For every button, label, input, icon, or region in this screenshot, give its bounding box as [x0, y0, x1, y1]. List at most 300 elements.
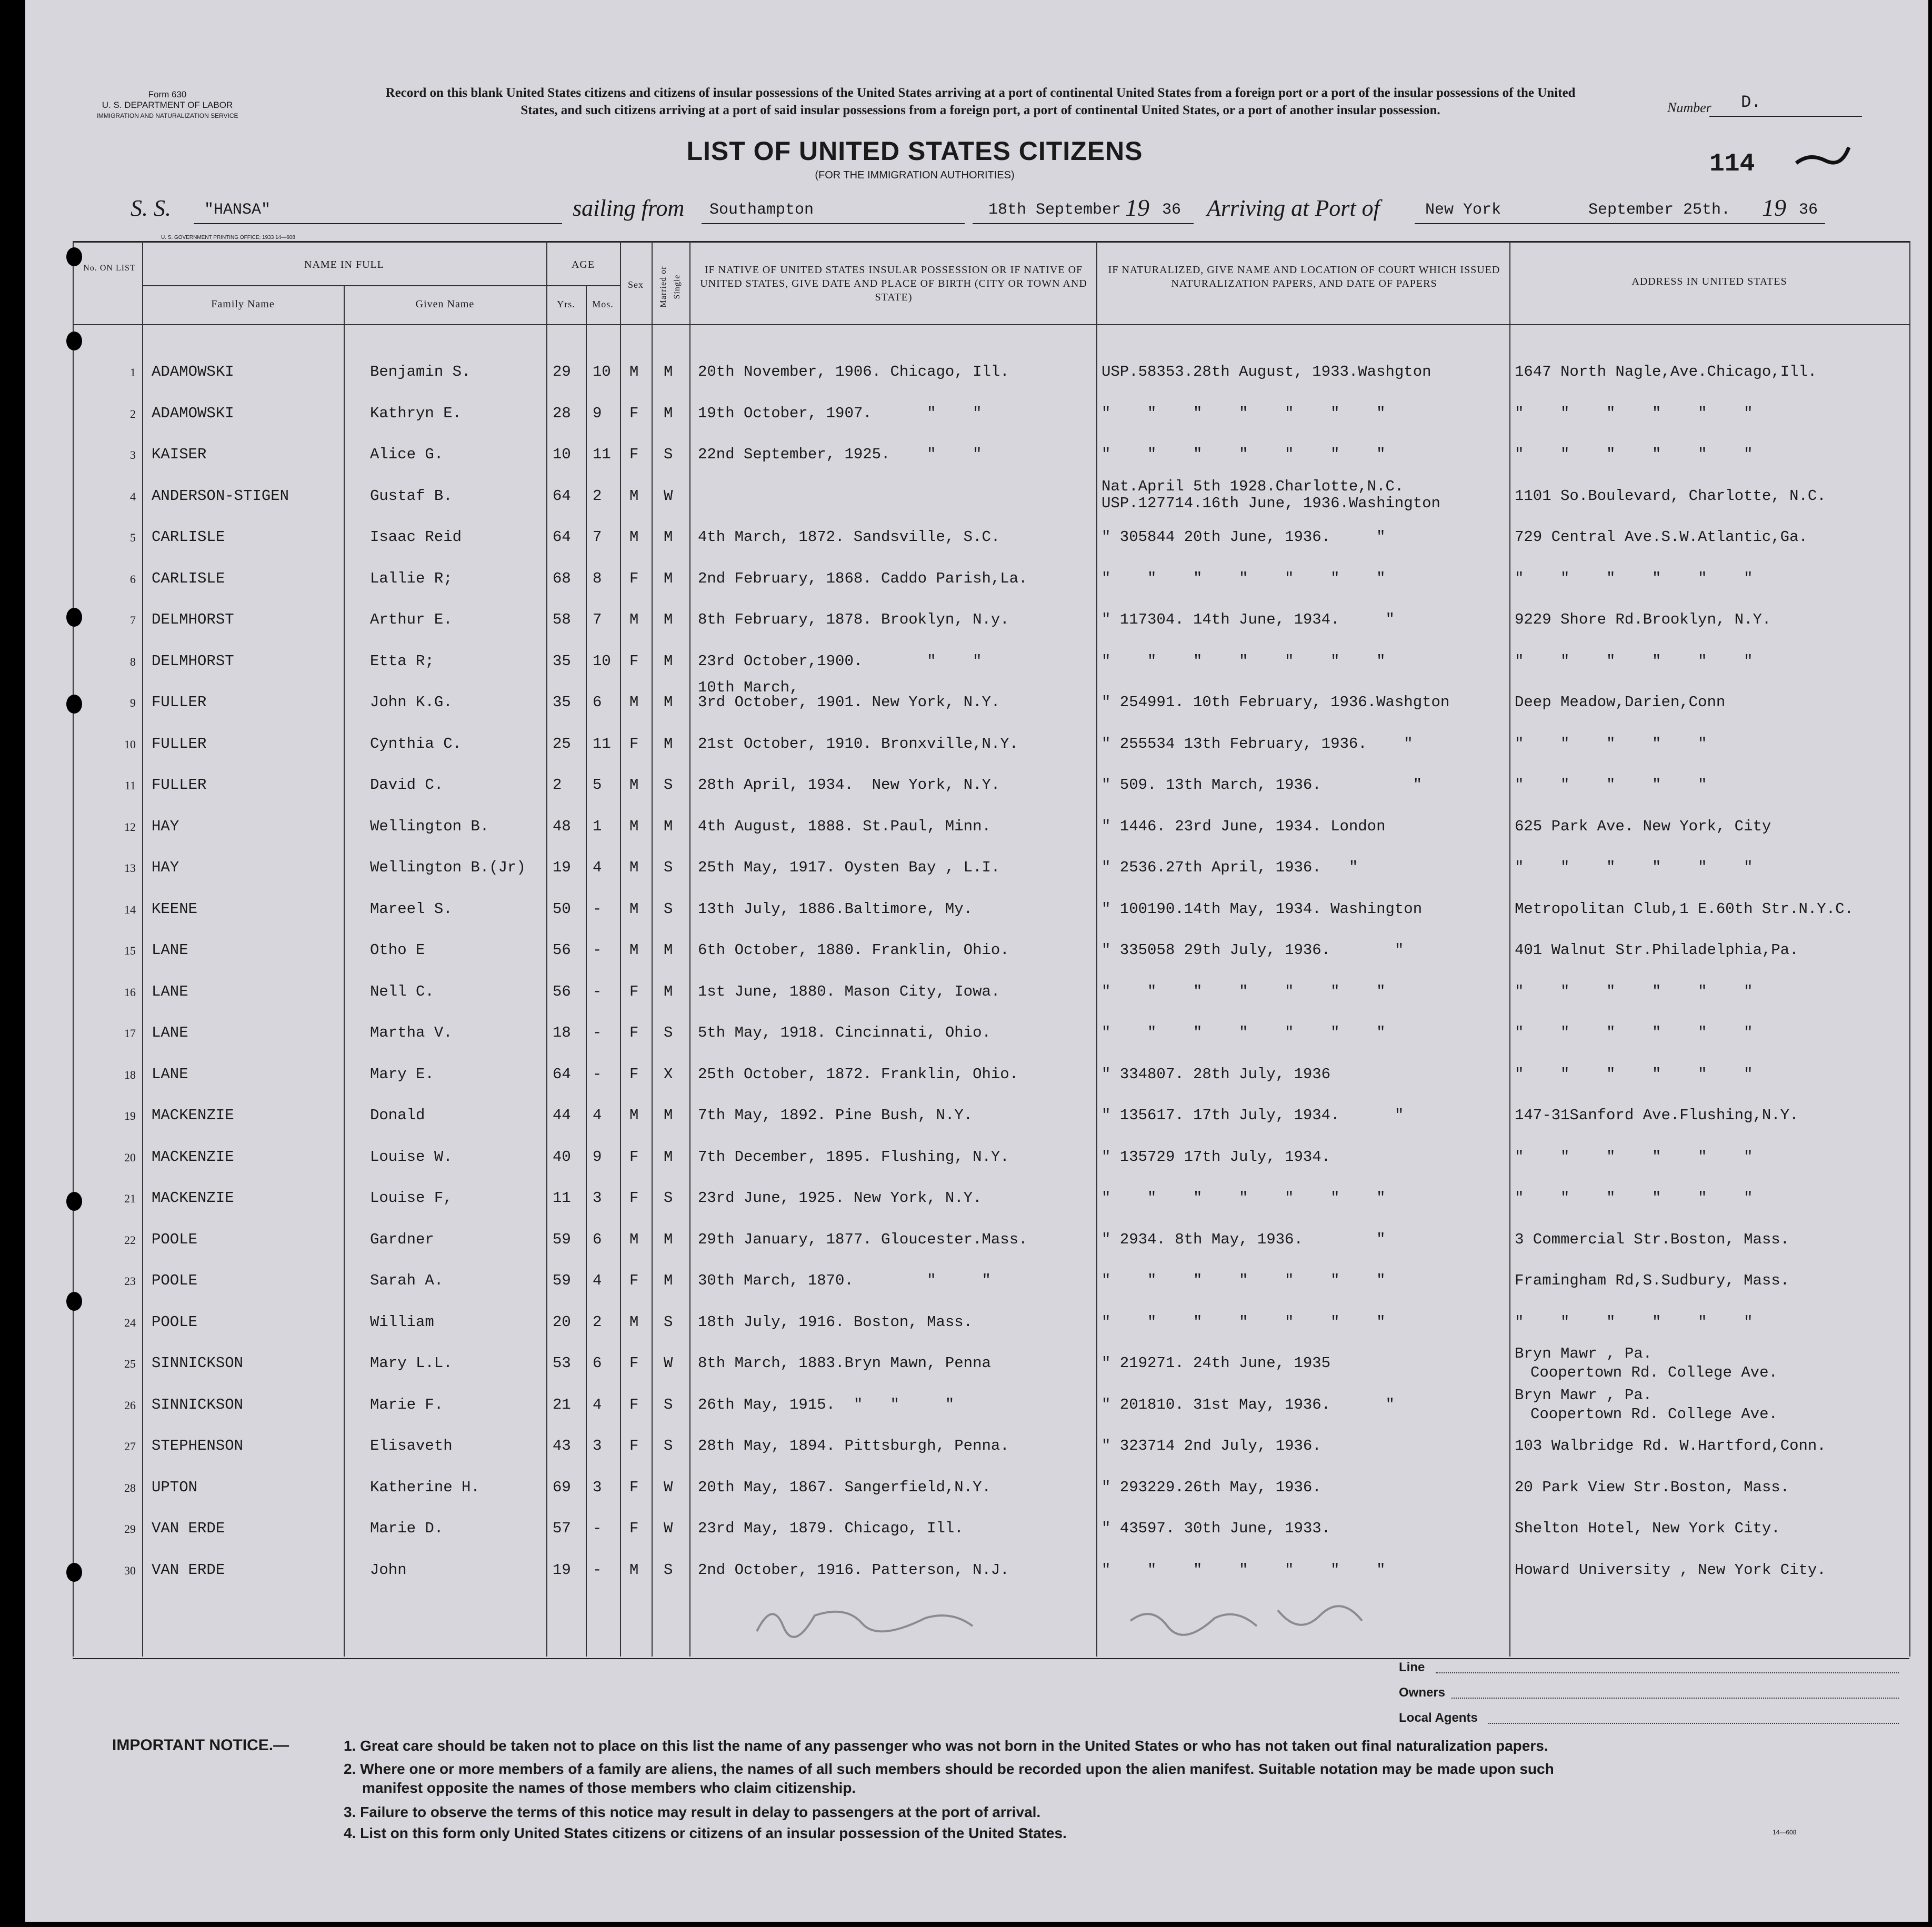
given-name: Lallie R;	[370, 569, 453, 587]
row-number: 19	[124, 1109, 136, 1122]
age-months: 6	[593, 1354, 602, 1372]
given-name: Sarah A.	[370, 1272, 444, 1289]
family-name: SINNICKSON	[152, 1396, 244, 1413]
given-name: Gustaf B.	[370, 487, 453, 505]
marital-status: S	[664, 1313, 673, 1331]
family-name: UPTON	[152, 1478, 198, 1496]
naturalization-info: " 43597. 30th June, 1933.	[1102, 1520, 1331, 1537]
naturalization-info: Nat.April 5th 1928.Charlotte,N.C.	[1102, 477, 1404, 495]
marital-status: S	[664, 1437, 673, 1454]
sex: M	[629, 900, 639, 918]
given-name: Mary E.	[370, 1065, 434, 1083]
us-address: " " " " " "	[1515, 446, 1753, 463]
family-name: ADAMOWSKI	[152, 404, 234, 422]
birth-info: 1st June, 1880. Mason City, Iowa.	[698, 982, 1000, 1000]
age-months: 6	[593, 694, 602, 711]
birth-info: 23rd October,1900. " "	[698, 652, 982, 670]
punch-hole	[66, 332, 82, 350]
family-name: LANE	[152, 982, 188, 1000]
print-note: U. S. GOVERNMENT PRINTING OFFICE: 1933 14—608	[161, 235, 295, 240]
birth-info: 22nd September, 1925. " "	[698, 446, 982, 463]
given-name: Marie F.	[370, 1396, 444, 1413]
col-header-age: AGE	[571, 259, 595, 270]
owners-label: Owners	[1399, 1685, 1446, 1700]
sex: M	[629, 363, 639, 380]
age-years: 10	[553, 446, 571, 463]
age-months: 7	[593, 528, 602, 546]
given-name: Donald	[370, 1107, 425, 1124]
age-months: -	[593, 941, 602, 959]
us-address: " " " " " "	[1515, 859, 1753, 876]
arrive-date: September 25th.	[1588, 201, 1731, 219]
marital-status: X	[664, 1065, 673, 1083]
age-months: -	[593, 982, 602, 1000]
sex: F	[629, 1354, 639, 1372]
given-name: Elisaveth	[370, 1437, 453, 1454]
sex: M	[629, 1107, 639, 1124]
naturalization-info: " " " " " " "	[1102, 1189, 1386, 1207]
birth-info: 28th April, 1934. New York, N.Y.	[698, 776, 1000, 794]
family-name: HAY	[152, 817, 179, 835]
form-department: U. S. DEPARTMENT OF LABOR	[102, 100, 233, 110]
sailing-label: sailing from	[573, 195, 685, 221]
family-name: SINNICKSON	[152, 1354, 244, 1372]
col-sep-native	[1096, 241, 1097, 1657]
birth-info: 26th May, 1915. " " "	[698, 1396, 955, 1413]
notice-item-2: 2. Where one or more members of a family are aliens, the names of all such members should be recorded upon the alien manifest. Suitable notation may be made upon such	[344, 1761, 1554, 1777]
row-number: 16	[124, 985, 136, 999]
birth-info: 13th July, 1886.Baltimore, My.	[698, 900, 973, 918]
birth-info: 3rd October, 1901. New York, N.Y.	[698, 694, 1000, 711]
naturalization-info: " 509. 13th March, 1936. "	[1102, 776, 1423, 794]
marital-status: M	[664, 941, 673, 959]
age-years: 25	[553, 735, 571, 752]
owners-field[interactable]	[1451, 1698, 1899, 1699]
punch-hole	[66, 1292, 82, 1311]
col-sep-marital	[689, 241, 690, 1657]
age-months: 4	[593, 1107, 602, 1124]
age-years: 48	[553, 817, 571, 835]
birth-info: 8th March, 1883.Bryn Mawn, Penna	[698, 1354, 991, 1372]
birth-info: 6th October, 1880. Franklin, Ohio.	[698, 941, 1009, 959]
age-months: 8	[593, 569, 602, 587]
notice-item-3: 3. Failure to observe the terms of this notice may result in delay to passengers at the port of arrival.	[344, 1804, 1041, 1820]
manifest-sheet	[25, 0, 1928, 1922]
header-bottom-rule	[73, 324, 1909, 325]
birth-info: 2nd October, 1916. Patterson, N.J.	[698, 1561, 1009, 1579]
age-years: 56	[553, 982, 571, 1000]
age-years: 64	[553, 528, 571, 546]
birth-info: 28th May, 1894. Pittsburgh, Penna.	[698, 1437, 1009, 1454]
ss-label: S. S.	[131, 195, 171, 221]
row-number: 4	[130, 489, 136, 503]
marital-status: W	[664, 1478, 673, 1496]
marital-status: W	[664, 1520, 673, 1537]
given-name: Isaac Reid	[370, 528, 462, 546]
family-name: ADAMOWSKI	[152, 363, 234, 380]
row-number: 15	[124, 944, 136, 957]
family-name: HAY	[152, 859, 179, 876]
marital-status: S	[664, 1189, 673, 1207]
age-years: 18	[553, 1024, 571, 1041]
age-years: 68	[553, 569, 571, 587]
age-months: 2	[593, 487, 602, 505]
us-address: Shelton Hotel, New York City.	[1515, 1520, 1780, 1537]
birth-info: 7th May, 1892. Pine Bush, N.Y.	[698, 1107, 973, 1124]
birth-correction-note: 10th March,	[698, 679, 799, 696]
family-name: MACKENZIE	[152, 1148, 234, 1166]
marital-status: M	[664, 1230, 673, 1248]
sex: F	[629, 569, 639, 587]
ship-name: "HANSA"	[204, 201, 271, 219]
birth-info: 19th October, 1907. " "	[698, 404, 982, 422]
family-name: FULLER	[152, 776, 207, 794]
col-header-native: IF NATIVE OF UNITED STATES INSULAR POSSESSION OR IF NATIVE OF UNITED STATES, GIVE DATE AND PLACE OF BIRTH (CITY OR TOWN AND STATE)	[700, 264, 1087, 303]
port-underline	[1415, 223, 1604, 224]
number-underline	[1709, 116, 1862, 117]
age-months: 3	[593, 1478, 602, 1496]
sex: M	[629, 941, 639, 959]
us-address: " " " " " "	[1515, 652, 1753, 670]
given-name: Wellington B.(Jr)	[370, 859, 526, 876]
row-number: 13	[124, 861, 136, 875]
sex: M	[629, 776, 639, 794]
family-name: VAN ERDE	[152, 1561, 225, 1579]
birth-info: 30th March, 1870. " "	[698, 1272, 991, 1289]
birth-info: 29th January, 1877. Gloucester.Mass.	[698, 1230, 1028, 1248]
age-years: 64	[553, 1065, 571, 1083]
sex: F	[629, 982, 639, 1000]
row-number: 6	[130, 572, 136, 586]
col-header-address: ADDRESS IN UNITED STATES	[1631, 276, 1787, 287]
row-number: 5	[130, 531, 136, 544]
sex: M	[629, 817, 639, 835]
age-months: -	[593, 1065, 602, 1083]
depart-year-prefix: 19	[1125, 194, 1149, 221]
form-number: Form 630	[148, 89, 187, 99]
naturalization-info: " 2934. 8th May, 1936. "	[1102, 1230, 1386, 1248]
punch-hole	[66, 247, 82, 266]
header-split-rule	[142, 285, 620, 286]
age-months: -	[593, 1024, 602, 1041]
family-name: KAISER	[152, 446, 207, 463]
age-months: 6	[593, 1230, 602, 1248]
us-address: 1101 So.Boulevard, Charlotte, N.C.	[1515, 487, 1826, 505]
col-header-given: Given Name	[415, 298, 475, 310]
line-label: Line	[1399, 1660, 1425, 1674]
us-address: Howard University , New York City.	[1515, 1561, 1826, 1579]
age-months: 7	[593, 611, 602, 628]
age-years: 50	[553, 900, 571, 918]
given-name: John	[370, 1561, 407, 1579]
row-number: 12	[124, 820, 136, 834]
age-months: 10	[593, 363, 611, 380]
naturalization-info: " 1446. 23rd June, 1934. London	[1102, 817, 1386, 835]
sex: F	[629, 1024, 639, 1041]
arriving-label: Arriving at Port of	[1207, 195, 1380, 221]
notice-item-2-cont: manifest opposite the names of those members who claim citizenship.	[362, 1780, 856, 1796]
row-number: 27	[124, 1440, 136, 1453]
naturalization-info: " 305844 20th June, 1936. "	[1102, 528, 1386, 546]
us-address: Metropolitan Club,1 E.60th Str.N.Y.C.	[1515, 900, 1854, 918]
row-number: 14	[124, 902, 136, 916]
age-months: 4	[593, 1396, 602, 1413]
us-address: 20 Park View Str.Boston, Mass.	[1515, 1478, 1790, 1496]
row-number: 10	[124, 737, 136, 751]
sex: F	[629, 1437, 639, 1454]
row-number: 3	[130, 448, 136, 461]
agents-field[interactable]	[1488, 1723, 1899, 1724]
row-number: 21	[124, 1192, 136, 1205]
row-number: 11	[124, 779, 136, 792]
row-number: 1	[130, 366, 136, 379]
line-field[interactable]	[1436, 1672, 1899, 1673]
row-number: 26	[124, 1398, 136, 1412]
given-name: John K.G.	[370, 694, 453, 711]
naturalization-info: " " " " " " "	[1102, 1272, 1386, 1289]
page-title: LIST OF UNITED STATES CITIZENS	[686, 136, 1143, 166]
marital-status: M	[664, 404, 673, 422]
given-name: Etta R;	[370, 652, 434, 670]
age-years: 43	[553, 1437, 571, 1454]
naturalization-info: " " " " " " "	[1102, 1561, 1386, 1579]
age-months: 1	[593, 817, 602, 835]
us-address: Deep Meadow,Darien,Conn	[1515, 694, 1726, 711]
sex: M	[629, 1230, 639, 1248]
row-number: 30	[124, 1563, 136, 1577]
depart-underline	[973, 223, 1194, 224]
punch-hole	[66, 1563, 82, 1582]
us-address: 3 Commercial Str.Boston, Mass.	[1515, 1230, 1790, 1248]
birth-info: 7th December, 1895. Flushing, N.Y.	[698, 1148, 1009, 1166]
birth-info: 25th October, 1872. Franklin, Ohio.	[698, 1065, 1019, 1083]
sex: F	[629, 1520, 639, 1537]
naturalization-info: " 219271. 24th June, 1935	[1102, 1354, 1331, 1372]
age-months: 11	[593, 735, 611, 752]
naturalization-info: " " " " " " "	[1102, 404, 1386, 422]
birth-info: 20th May, 1867. Sangerfield,N.Y.	[698, 1478, 991, 1496]
row-number: 23	[124, 1274, 136, 1288]
col-sep-family	[344, 285, 345, 1657]
col-header-sex: Sex	[628, 279, 644, 290]
form-intro: Record on this blank United States citizens and citizens of insular possessions of the United States arriving at a port of continental United States from a foreign port or a port of the insular possessions of the United States, and such citizens arriving at a port of said insular possessions from a foreign port, a port of continental United States, or a port of another insular possession.	[385, 86, 1576, 117]
us-address: 147-31Sanford Ave.Flushing,N.Y.	[1515, 1107, 1799, 1124]
punch-hole	[66, 695, 82, 714]
age-months: 9	[593, 404, 602, 422]
us-address: " " " " " "	[1515, 1189, 1753, 1207]
row-number: 7	[130, 614, 136, 627]
from-underline	[702, 223, 965, 224]
sex: F	[629, 446, 639, 463]
col-sep-no	[142, 241, 143, 1657]
marital-status: M	[664, 528, 673, 546]
given-name: David C.	[370, 776, 444, 794]
us-address: " " " " "	[1515, 776, 1707, 794]
age-years: 56	[553, 941, 571, 959]
form-id-block	[57, 89, 278, 121]
notice-item-1: 1. Great care should be taken not to place on this list the name of any passenger who was not born in the United States or who has not taken out final naturalization papers.	[344, 1738, 1548, 1754]
table-left-border	[73, 241, 74, 1657]
marital-status: S	[664, 1561, 673, 1579]
marital-status: M	[664, 1148, 673, 1166]
naturalization-info: " 293229.26th May, 1936.	[1102, 1478, 1322, 1496]
row-number: 25	[124, 1357, 136, 1370]
sex: F	[629, 1148, 639, 1166]
family-name: CARLISLE	[152, 528, 225, 546]
sex: F	[629, 404, 639, 422]
depart-date: 18th September	[988, 201, 1122, 219]
marital-status: M	[664, 652, 673, 670]
sex: M	[629, 487, 639, 505]
row-number: 24	[124, 1316, 136, 1329]
depart-year: 36	[1162, 201, 1182, 219]
age-years: 57	[553, 1520, 571, 1537]
ship-underline	[194, 223, 562, 224]
sex: F	[629, 1478, 639, 1496]
birth-info: 4th August, 1888. St.Paul, Minn.	[698, 817, 991, 835]
us-address: Bryn Mawr , Pa.	[1515, 1345, 1653, 1362]
us-address: Bryn Mawr , Pa.	[1515, 1386, 1653, 1404]
family-name: CARLISLE	[152, 569, 225, 587]
naturalization-info: " 2536.27th April, 1936. "	[1102, 859, 1358, 876]
age-months: 9	[593, 1148, 602, 1166]
given-name: Alice G.	[370, 446, 444, 463]
us-address: " " " " " "	[1515, 1148, 1753, 1166]
given-name: Marie D.	[370, 1520, 444, 1537]
naturalization-info: " " " " " " "	[1102, 569, 1386, 587]
sailing-from: Southampton	[709, 201, 814, 219]
us-address-line2: Coopertown Rd. College Ave.	[1530, 1405, 1778, 1423]
age-years: 19	[553, 859, 571, 876]
row-number: 9	[130, 696, 136, 709]
sex: M	[629, 1561, 639, 1579]
age-years: 59	[553, 1230, 571, 1248]
marital-status: S	[664, 776, 673, 794]
sex: F	[629, 1272, 639, 1289]
us-address: 9229 Shore Rd.Brooklyn, N.Y.	[1515, 611, 1771, 628]
marital-status: M	[664, 569, 673, 587]
naturalization-info: " 335058 29th July, 1936. "	[1102, 941, 1404, 959]
sex: F	[629, 1189, 639, 1207]
family-name: LANE	[152, 1065, 188, 1083]
given-name: Nell C.	[370, 982, 434, 1000]
age-years: 11	[553, 1189, 571, 1207]
family-name: FULLER	[152, 735, 207, 752]
naturalization-info: " 135617. 17th July, 1934. "	[1102, 1107, 1404, 1124]
family-name: ANDERSON-STIGEN	[152, 487, 289, 505]
col-sep-given	[546, 241, 547, 1657]
given-name: Arthur E.	[370, 611, 453, 628]
family-name: MACKENZIE	[152, 1189, 234, 1207]
family-name: LANE	[152, 941, 188, 959]
age-years: 28	[553, 404, 571, 422]
age-years: 35	[553, 694, 571, 711]
family-name: STEPHENSON	[152, 1437, 244, 1454]
given-name: Otho E	[370, 941, 425, 959]
marital-status: W	[664, 1354, 673, 1372]
arrival-port: New York	[1425, 201, 1501, 219]
us-address: Framingham Rd,S.Sudbury, Mass.	[1515, 1272, 1790, 1289]
col-sep-naturalized	[1509, 241, 1510, 1657]
marital-status: M	[664, 1107, 673, 1124]
given-name: Mary L.L.	[370, 1354, 453, 1372]
form-service: IMMIGRATION AND NATURALIZATION SERVICE	[96, 112, 238, 119]
marital-status: S	[664, 446, 673, 463]
age-years: 64	[553, 487, 571, 505]
age-months: 10	[593, 652, 611, 670]
number-label: Number	[1667, 100, 1711, 115]
naturalization-info: " 323714 2nd July, 1936.	[1102, 1437, 1322, 1454]
family-name: POOLE	[152, 1313, 198, 1331]
birth-info: 20th November, 1906. Chicago, Ill.	[698, 363, 1009, 380]
page-subtitle: (FOR THE IMMIGRATION AUTHORITIES)	[815, 169, 1015, 181]
table-right-border	[1909, 241, 1910, 1657]
birth-info: 21st October, 1910. Bronxville,N.Y.	[698, 735, 1019, 752]
given-name: Mareel S.	[370, 900, 453, 918]
given-name: Katherine H.	[370, 1478, 480, 1496]
punch-hole	[66, 1192, 82, 1211]
naturalization-info: " " " " " " "	[1102, 446, 1386, 463]
family-name: POOLE	[152, 1230, 198, 1248]
col-sep-sex	[652, 241, 653, 1657]
us-address: 1647 North Nagle,Ave.Chicago,Ill.	[1515, 363, 1817, 380]
given-name: Martha V.	[370, 1024, 453, 1041]
naturalization-info: " " " " " " "	[1102, 652, 1386, 670]
family-name: LANE	[152, 1024, 188, 1041]
age-years: 2	[553, 776, 562, 794]
age-years: 53	[553, 1354, 571, 1372]
given-name: Wellington B.	[370, 817, 489, 835]
naturalization-info: " 255534 13th February, 1936. "	[1102, 735, 1413, 752]
birth-info: 25th May, 1917. Oysten Bay , L.I.	[698, 859, 1000, 876]
naturalization-info: " 117304. 14th June, 1934. "	[1102, 611, 1395, 628]
age-years: 19	[553, 1561, 571, 1579]
row-number: 20	[124, 1150, 136, 1164]
sex: M	[629, 1313, 639, 1331]
age-years: 21	[553, 1396, 571, 1413]
age-years: 29	[553, 363, 571, 380]
us-address: " " " " "	[1515, 735, 1707, 752]
given-name: Cynthia C.	[370, 735, 462, 752]
us-address: " " " " " "	[1515, 1065, 1753, 1083]
signature-scrawl	[752, 1594, 1457, 1642]
marital-status: M	[664, 611, 673, 628]
row-number: 17	[124, 1027, 136, 1040]
family-name: MACKENZIE	[152, 1107, 234, 1124]
sex: F	[629, 1396, 639, 1413]
arrive-year: 36	[1799, 201, 1818, 219]
given-name: William	[370, 1313, 434, 1331]
col-header-marital: Married or Single	[659, 266, 682, 308]
agents-label: Local Agents	[1399, 1711, 1478, 1725]
row-number: 22	[124, 1233, 136, 1247]
marital-status: M	[664, 363, 673, 380]
given-name: Kathryn E.	[370, 404, 462, 422]
sex: F	[629, 652, 639, 670]
given-name: Gardner	[370, 1230, 434, 1248]
page-number: 114	[1709, 150, 1755, 178]
marital-status: M	[664, 694, 673, 711]
age-years: 44	[553, 1107, 571, 1124]
us-address-line2: Coopertown Rd. College Ave.	[1530, 1364, 1778, 1381]
sex: M	[629, 694, 639, 711]
family-name: POOLE	[152, 1272, 198, 1289]
col-sep-yrs	[586, 285, 587, 1657]
check-mark-icon	[1794, 142, 1851, 174]
naturalization-info: " 254991. 10th February, 1936.Washgton	[1102, 694, 1450, 711]
row-number: 28	[124, 1481, 136, 1494]
naturalization-info: " " " " " " "	[1102, 982, 1386, 1000]
